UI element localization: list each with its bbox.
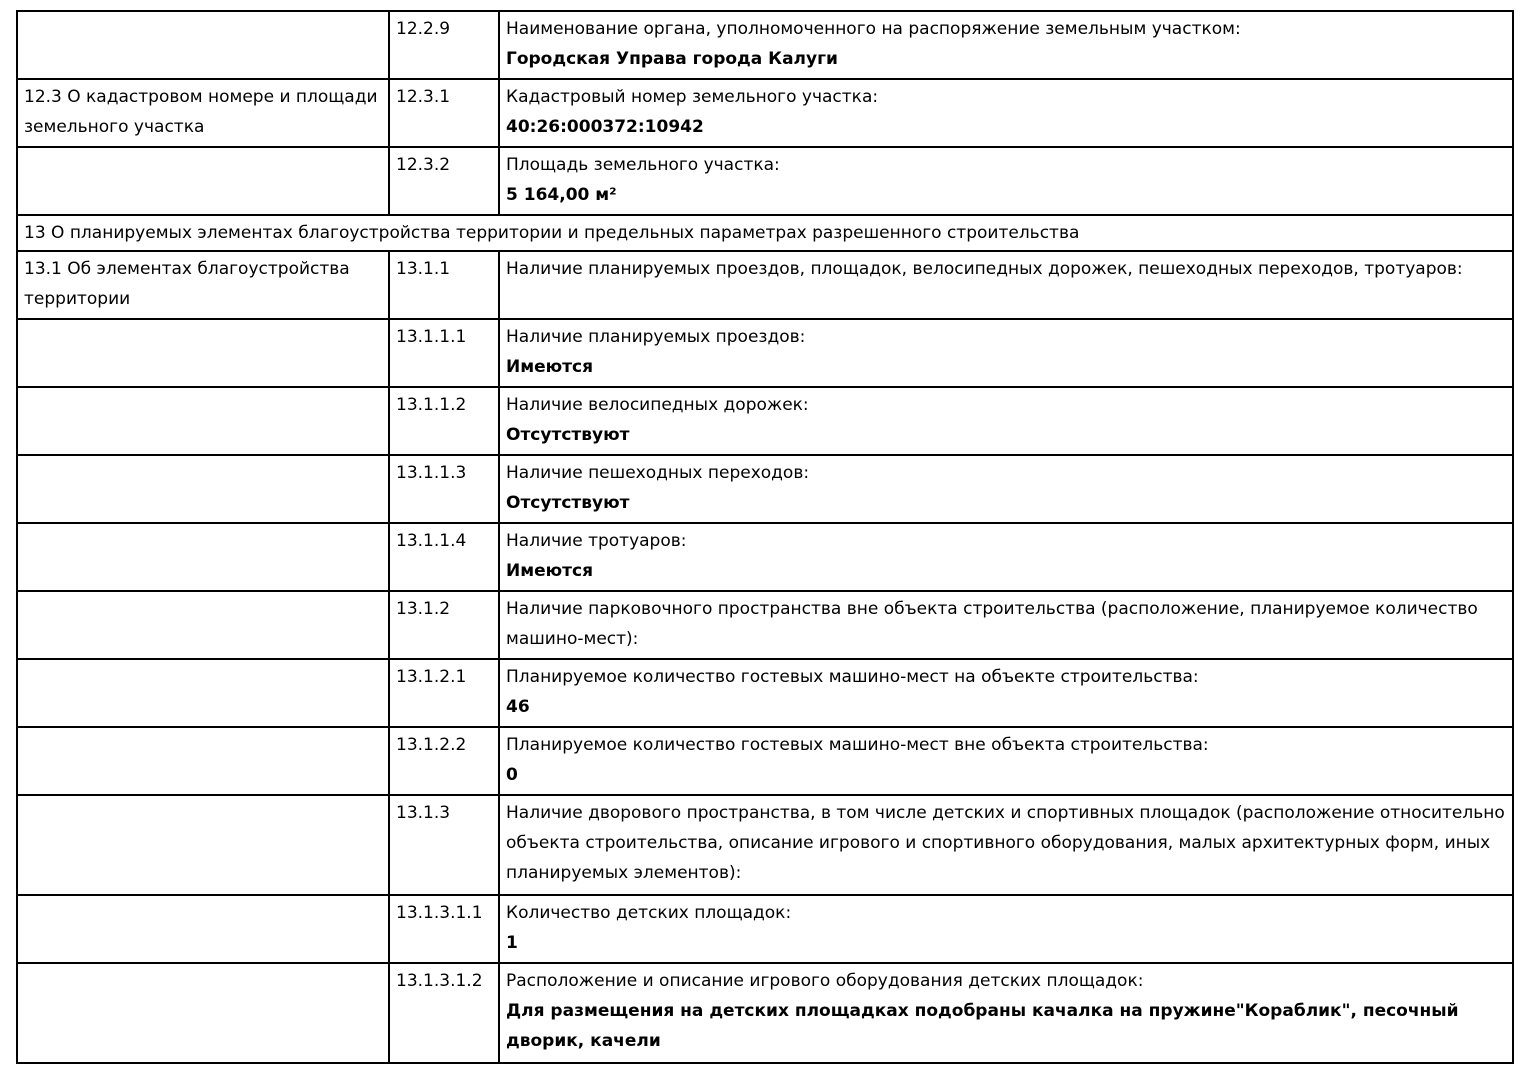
declaration-table [16,10,1514,1064]
field-label: Площадь земельного участка: [506,155,780,175]
item-code-cell: 13.1.1.1 [389,319,499,387]
table-row [17,659,1513,727]
table-row [17,319,1513,387]
field-value: 40:26:000372:10942 [506,117,704,137]
section-name-cell [17,963,389,1063]
field-label: Планируемое количество гостевых машино-мест на объекте строительства: [506,667,1199,687]
item-content-cell [499,727,1513,795]
table-row [17,11,1513,79]
item-code-cell: 13.1.1 [389,251,499,319]
item-code-cell: 13.1.2.1 [389,659,499,727]
field-value: Городская Управа города Калуги [506,49,838,69]
section-name-cell [17,455,389,523]
field-value: Для размещения на детских площадках подобраны качалка на пружине"Кораблик", песочный дворик, качели [506,1001,1459,1051]
item-content-cell [499,79,1513,147]
item-code-cell: 13.1.2 [389,591,499,659]
item-content-cell [499,147,1513,215]
section-name-cell [17,659,389,727]
item-code-cell: 13.1.1.3 [389,455,499,523]
item-content-cell [499,591,1513,659]
section-name-cell [17,319,389,387]
item-content-cell [499,251,1513,319]
field-label: Наличие планируемых проездов: [506,327,806,347]
item-content-cell [499,795,1513,895]
item-content-cell [499,523,1513,591]
section-name-cell [17,11,389,79]
field-label: Расположение и описание игрового оборудования детских площадок: [506,971,1144,991]
item-code-cell: 13.1.3.1.2 [389,963,499,1063]
item-content-cell [499,895,1513,963]
table-row [17,523,1513,591]
table-row [17,79,1513,147]
item-content-cell [499,11,1513,79]
item-code-cell: 13.1.1.4 [389,523,499,591]
field-label: Наличие пешеходных переходов: [506,463,810,483]
field-label: Наличие тротуаров: [506,531,687,551]
section-name-cell [17,147,389,215]
item-content-cell [499,319,1513,387]
table-row [17,795,1513,895]
item-code-cell: 12.2.9 [389,11,499,79]
item-content-cell [499,387,1513,455]
field-value: Имеются [506,357,594,377]
section-name-cell [17,387,389,455]
table-row [17,147,1513,215]
item-content-cell [499,659,1513,727]
field-label: Кадастровый номер земельного участка: [506,87,879,107]
field-value: 46 [506,697,530,717]
section-name-cell [17,795,389,895]
item-code-cell: 13.1.1.2 [389,387,499,455]
field-value: Отсутствуют [506,493,630,513]
item-code-cell: 13.1.2.2 [389,727,499,795]
section-header-cell: 13 О планируемых элементах благоустройства территории и предельных параметрах разрешенного строительства [17,215,1513,251]
field-value: 1 [506,933,518,953]
table-row [17,895,1513,963]
field-label: Количество детских площадок: [506,903,792,923]
field-label: Наличие планируемых проездов, площадок, велосипедных дорожек, пешеходных переходов, тротуаров: [506,259,1463,279]
table-row [17,727,1513,795]
item-code-cell: 12.3.1 [389,79,499,147]
section-name-cell [17,727,389,795]
section-name-cell: 12.3 О кадастровом номере и площади земельного участка [17,79,389,147]
section-name-cell [17,895,389,963]
field-value: Имеются [506,561,594,581]
section-name-cell [17,523,389,591]
table-row [17,455,1513,523]
section-header-row [17,215,1513,251]
section-name-cell: 13.1 Об элементах благоустройства территории [17,251,389,319]
field-value: Отсутствуют [506,425,630,445]
field-value: 5 164,00 м² [506,185,617,205]
declaration-table-body [17,11,1513,1063]
field-value: 0 [506,765,518,785]
table-row [17,591,1513,659]
item-content-cell [499,963,1513,1063]
section-name-cell [17,591,389,659]
item-code-cell: 12.3.2 [389,147,499,215]
table-row [17,251,1513,319]
field-label: Наличие парковочного пространства вне объекта строительства (расположение, планируемое количество машино-мест): [506,599,1478,649]
item-code-cell: 13.1.3.1.1 [389,895,499,963]
item-content-cell [499,455,1513,523]
table-row [17,963,1513,1063]
item-code-cell: 13.1.3 [389,795,499,895]
field-label: Наличие дворового пространства, в том числе детских и спортивных площадок (расположение относительно объекта строительства, описание игрового и спортивного оборудования, малых архитектурных форм, иных планируемых элементов): [506,803,1505,883]
table-row [17,387,1513,455]
field-label: Планируемое количество гостевых машино-мест вне объекта строительства: [506,735,1209,755]
field-label: Наличие велосипедных дорожек: [506,395,809,415]
field-label: Наименование органа, уполномоченного на распоряжение земельным участком: [506,19,1241,39]
